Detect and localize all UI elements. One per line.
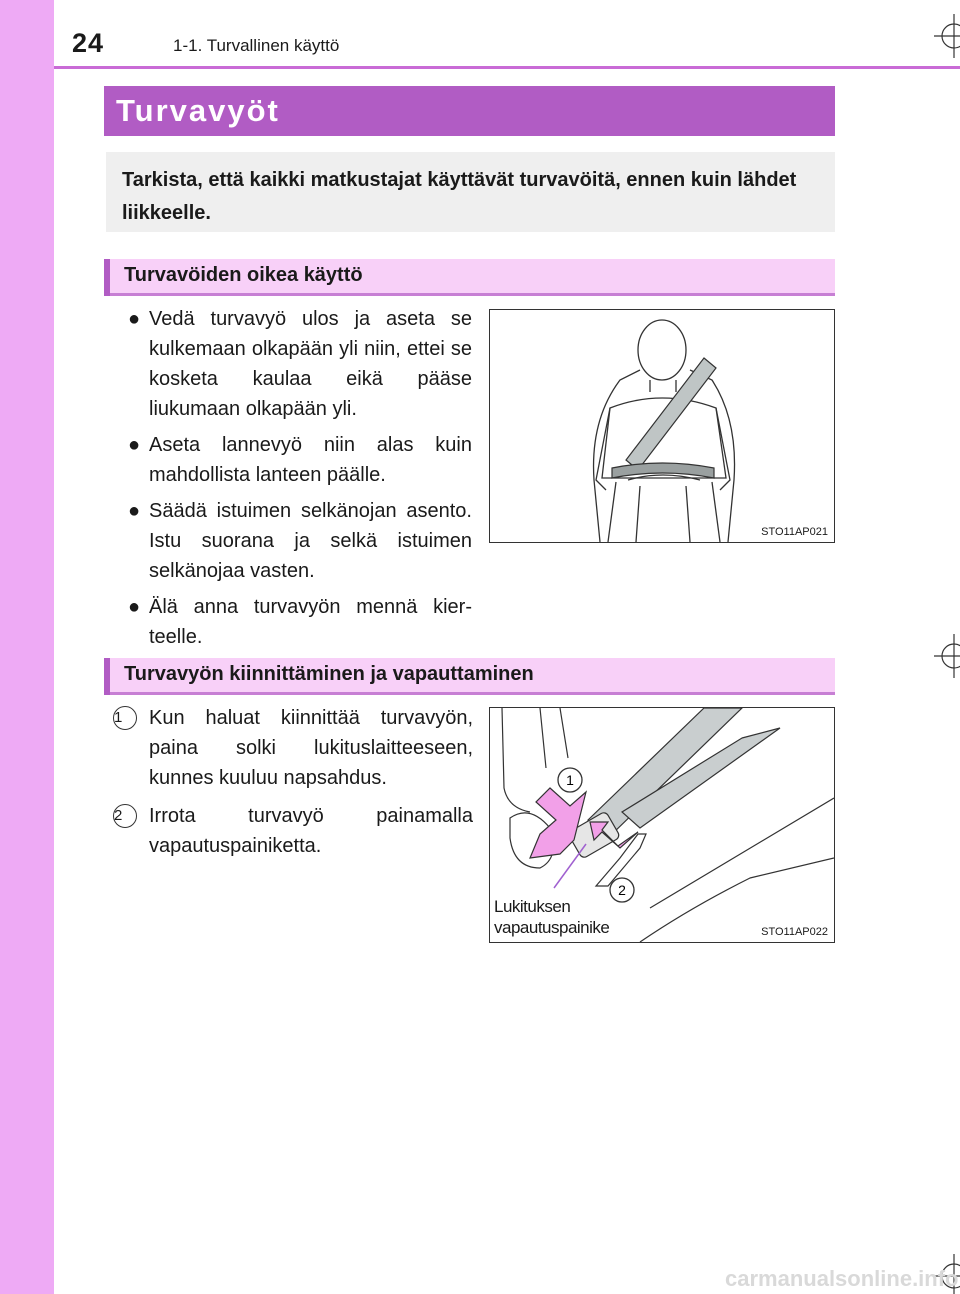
callout-1: 1 bbox=[566, 772, 574, 788]
intro-text: Tarkista, että kaikki matkustajat käyttävät turvavöitä, ennen kuin lähdet liikkeelle. bbox=[122, 169, 797, 224]
page-number: 24 bbox=[72, 28, 105, 58]
registration-mark-icon bbox=[934, 634, 960, 678]
bullet-text: Älä anna turvavyön mennä kierteelle. bbox=[149, 596, 472, 648]
figure-seated-passenger bbox=[489, 309, 835, 543]
figure-code: STO11AP022 bbox=[761, 926, 828, 938]
list-item bbox=[113, 703, 473, 793]
list-item bbox=[113, 801, 473, 861]
step-number-2: 2 bbox=[113, 804, 137, 828]
registration-mark-icon bbox=[934, 14, 960, 58]
list-item bbox=[128, 304, 472, 424]
side-color-bar bbox=[0, 0, 54, 1294]
bullet-icon: ● bbox=[128, 434, 141, 456]
intro-box bbox=[106, 152, 835, 232]
section-heading-text: Turvavöiden oikea käyttö bbox=[124, 264, 363, 286]
step-text: Kun haluat kiinnittää turvavyön, paina solki lukituslaitteeseen, kunnes kuuluu napsahdus. bbox=[149, 707, 473, 789]
step-list bbox=[113, 703, 473, 869]
callout-2: 2 bbox=[618, 882, 626, 898]
step-number-1: 1 bbox=[113, 706, 137, 730]
list-item bbox=[128, 496, 472, 586]
seated-passenger-illustration bbox=[490, 310, 834, 542]
step-text: Irrota turvavyö painamalla vapautuspainiketta. bbox=[149, 805, 473, 857]
section-heading-text: Turvavyön kiinnittäminen ja vapauttaminen bbox=[124, 663, 534, 685]
bullet-icon: ● bbox=[128, 596, 141, 618]
bullet-text: Säädä istuimen selkänojan asento. Istu suorana ja selkä istuimen selkänojaa vasten. bbox=[149, 500, 472, 582]
bullet-list bbox=[128, 304, 472, 658]
title-band bbox=[104, 86, 835, 136]
figure-caption bbox=[494, 896, 609, 938]
section-heading-fastening bbox=[104, 658, 835, 695]
header-rule bbox=[54, 66, 960, 69]
bullet-text: Vedä turvavyö ulos ja aseta se kulkemaan olkapään yli niin, ettei se kosketa kaulaa eikä pääse liukumaan olkapään yli. bbox=[149, 308, 472, 420]
figure-code: STO11AP021 bbox=[761, 526, 828, 538]
caption-line: Lukituksen bbox=[494, 897, 571, 916]
watermark-footer: carmanualsonline.info bbox=[725, 1266, 959, 1291]
bullet-text: Aseta lannevyö niin alas kuin mahdollista lanteen päälle. bbox=[149, 434, 472, 486]
bullet-icon: ● bbox=[128, 500, 141, 522]
list-item bbox=[128, 430, 472, 490]
bullet-icon: ● bbox=[128, 308, 141, 330]
page-title: Turvavyöt bbox=[116, 93, 280, 128]
section-heading-proper-use bbox=[104, 259, 835, 296]
figure-buckle bbox=[489, 707, 835, 943]
caption-line: vapautuspainike bbox=[494, 918, 610, 937]
list-item bbox=[128, 592, 472, 652]
running-header: 1-1. Turvallinen käyttö bbox=[173, 36, 340, 55]
